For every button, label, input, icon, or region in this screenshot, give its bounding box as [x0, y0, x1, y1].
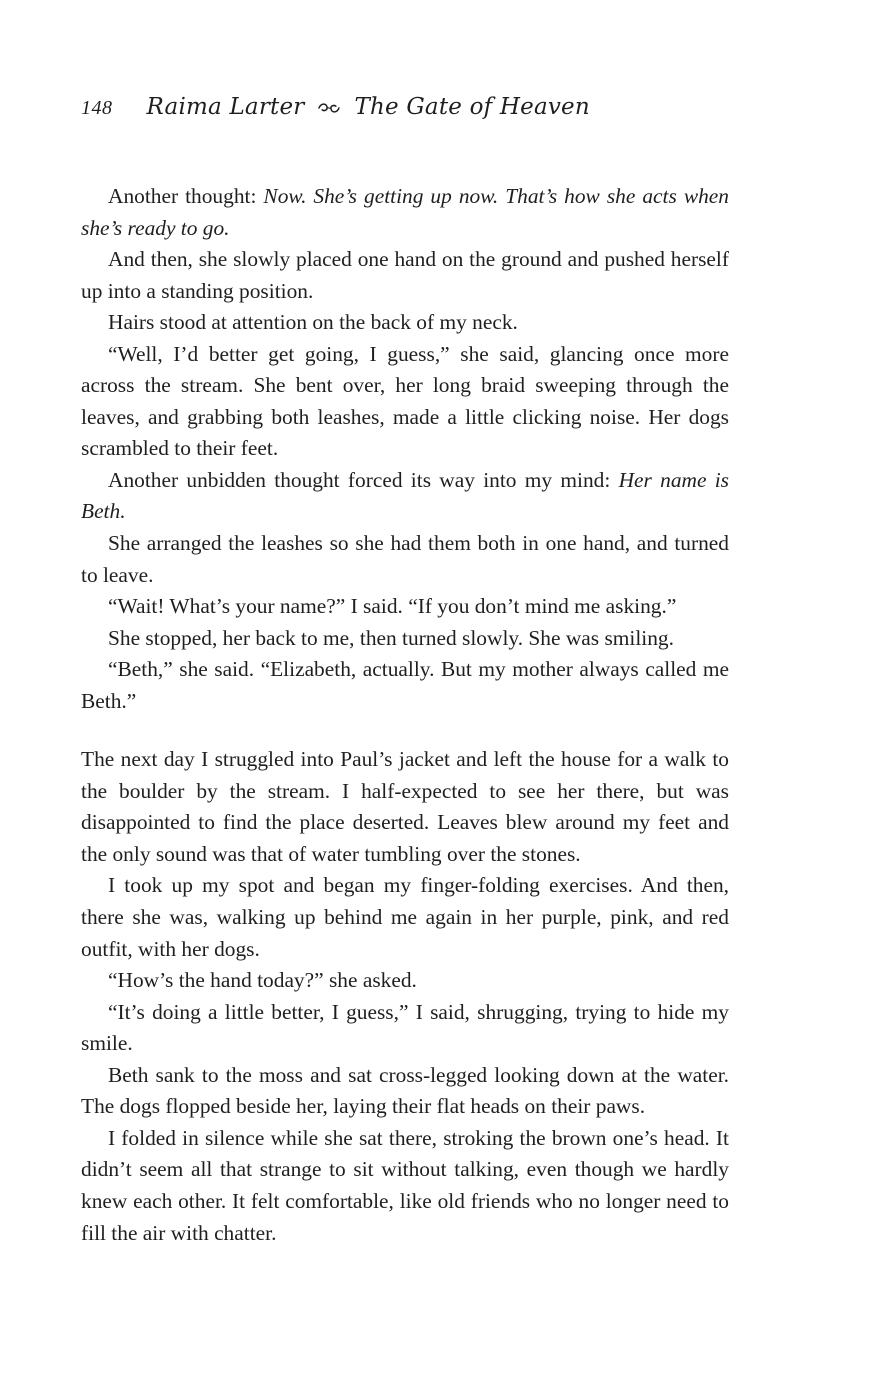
- text-run: And then, she slowly placed one hand on the ground and pushed herself up into a standing position.: [81, 247, 729, 303]
- text-run: Another thought:: [108, 184, 264, 208]
- text-run: The next day I struggled into Paul’s jacket and left the house for a walk to the boulder by the stream. I half-expected to see her there, but was disappointed to find the place deserted. Leaves blew around my feet and the only sound was that of water tumbling over the stones.: [81, 747, 729, 866]
- text-run: Hairs stood at attention on the back of my neck.: [108, 310, 518, 335]
- text-run: “How’s the hand today?” she asked.: [108, 968, 417, 993]
- paragraph: [81, 244, 729, 307]
- paragraph: [81, 181, 729, 244]
- running-head: [81, 94, 590, 130]
- paragraph: [81, 528, 729, 591]
- text-run: “Wait! What’s your name?” I said. “If you don’t mind me asking.”: [108, 594, 677, 619]
- paragraph: [81, 654, 729, 717]
- paragraph: [81, 965, 729, 997]
- page-number: 148: [81, 97, 113, 119]
- text-run: I took up my spot and began my finger-folding exercises. And then, there she was, walking up behind me again in her purple, pink, and red outfit, with her dogs.: [81, 873, 729, 961]
- text-run: Another unbidden thought forced its way into my mind:: [108, 467, 619, 492]
- italic-text: Now. She’s getting up now. That’s how she acts when she’s ready to go.: [81, 184, 729, 240]
- paragraph: [81, 465, 729, 528]
- paragraph: [81, 1060, 729, 1123]
- paragraph: [81, 623, 729, 655]
- text-run: She arranged the leashes so she had them both in one hand, and turned to leave.: [81, 531, 729, 587]
- paragraph: [81, 591, 729, 623]
- text-run: Beth sank to the moss and sat cross-legged looking down at the water. The dogs flopped beside her, laying their flat heads on their paws.: [81, 1062, 729, 1119]
- paragraph: [81, 307, 729, 339]
- paragraph: [81, 339, 729, 465]
- paragraph: [81, 870, 729, 965]
- body-text: [81, 181, 729, 1249]
- book-page: [81, 0, 729, 1377]
- italic-text: Her name is Beth.: [81, 467, 730, 524]
- text-run: “It’s doing a little better, I guess,” I said, shrugging, trying to hide my smile.: [81, 999, 729, 1056]
- paragraph: [81, 997, 729, 1060]
- paragraph: [81, 744, 729, 870]
- text-run: I folded in silence while she sat there, stroking the brown one’s head. It didn’t seem all that strange to sit without talking, even though we hardly knew each other. It felt comfortable, like old friends who no longer need to fill the air with chatter.: [81, 1125, 729, 1245]
- text-run: She stopped, her back to me, then turned slowly. She was smiling.: [108, 625, 674, 650]
- text-run: “Well, I’d better get going, I guess,” she said, glancing once more across the stream. She bent over, her long braid sweeping through the leaves, and grabbing both leashes, made a little clicking noise. Her dogs scrambled to their feet.: [81, 341, 729, 461]
- running-head-author: Raima Larter: [146, 94, 305, 120]
- text-run: “Beth,” she said. “Elizabeth, actually. But my mother always called me Beth.”: [81, 657, 729, 713]
- fleuron-ornament-icon: [317, 101, 341, 115]
- paragraph: [81, 1123, 729, 1249]
- running-head-title: The Gate of Heaven: [354, 94, 590, 120]
